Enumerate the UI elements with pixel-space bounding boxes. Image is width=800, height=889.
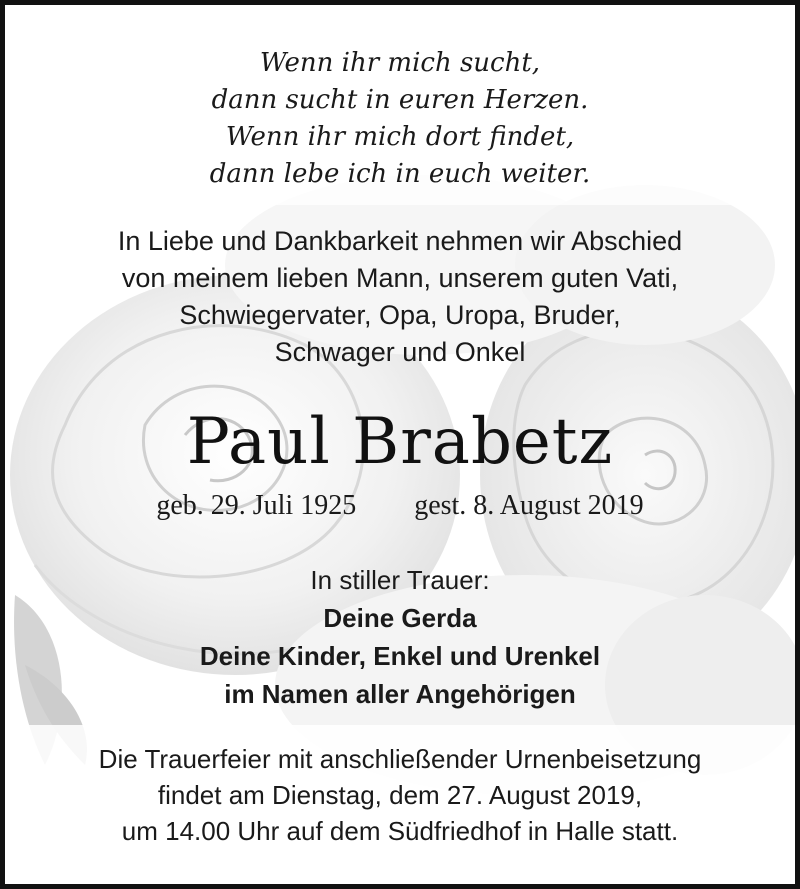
intro-line: Schwiegervater, Opa, Uropa, Bruder, bbox=[179, 300, 621, 330]
service-line: um 14.00 Uhr auf dem Südfriedhof in Halle statt. bbox=[121, 816, 679, 846]
notice-content bbox=[5, 45, 795, 849]
deceased-name: Paul Brabetz bbox=[186, 405, 614, 479]
funeral-service-info bbox=[5, 741, 795, 849]
intro-line: In Liebe und Dankbarkeit nehmen wir Abschied bbox=[117, 226, 683, 256]
poem-line: Wenn ihr mich dort findet, bbox=[225, 122, 575, 152]
mourner-line: Deine Kinder, Enkel und Urenkel bbox=[199, 641, 601, 671]
farewell-intro bbox=[5, 223, 795, 371]
service-line: Die Trauerfeier mit anschließender Urnenbeisetzung bbox=[98, 744, 702, 774]
intro-line: von meinem lieben Mann, unserem guten Vati, bbox=[121, 263, 679, 293]
death-date: gest. 8. August 2019 bbox=[414, 490, 644, 521]
intro-line: Schwager und Onkel bbox=[274, 337, 526, 367]
mourners-heading: In stiller Trauer: bbox=[310, 565, 490, 595]
poem-line: Wenn ihr mich sucht, bbox=[259, 48, 541, 78]
poem-line: dann lebe ich in euch weiter. bbox=[209, 159, 591, 189]
service-line: findet am Dienstag, dem 27. August 2019, bbox=[157, 780, 643, 810]
birth-date: geb. 29. Juli 1925 bbox=[156, 490, 357, 521]
mourner-line: Deine Gerda bbox=[323, 603, 477, 633]
poem bbox=[5, 45, 795, 193]
life-dates bbox=[5, 489, 795, 523]
mourner-line: im Namen aller Angehörigen bbox=[224, 679, 576, 709]
poem-line: dann sucht in euren Herzen. bbox=[211, 85, 589, 115]
mourners bbox=[5, 561, 795, 713]
